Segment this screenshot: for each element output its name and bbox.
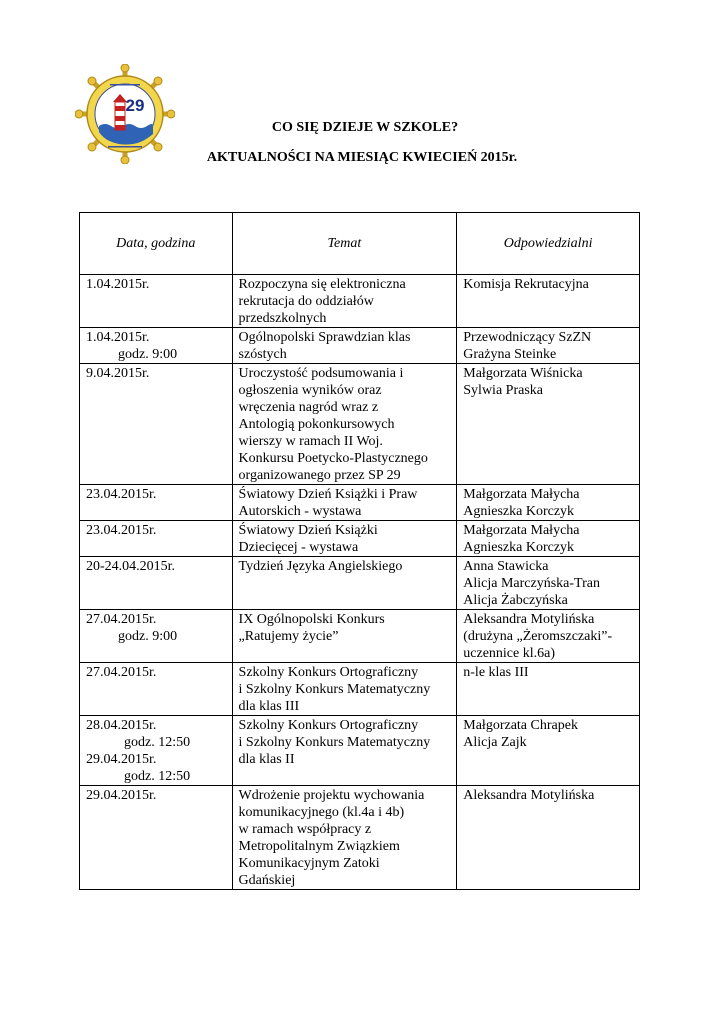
topic-cell-line: Tydzień Języka Angielskiego — [238, 559, 403, 574]
topic-cell-line: szóstych — [238, 347, 287, 362]
date-cell-line: godz. 12:50 — [124, 769, 191, 784]
topic-cell — [232, 275, 457, 328]
responsible-cell — [457, 610, 640, 663]
responsible-cell-line: Alicja Marczyńska-Tran — [463, 576, 600, 591]
topic-cell-line: i Szkolny Konkurs Matematyczny — [238, 682, 431, 697]
topic-cell-line: wręczenia nagród wraz z — [238, 400, 379, 415]
responsible-cell-line: Małgorzata Wiśnicka — [463, 366, 583, 381]
table-row — [80, 521, 640, 557]
responsible-cell — [457, 663, 640, 716]
topic-cell-line: Rozpoczyna się elektroniczna — [238, 277, 406, 292]
responsible-cell — [457, 521, 640, 557]
responsible-cell — [457, 275, 640, 328]
responsible-cell-line: Małgorzata Małycha — [463, 523, 580, 538]
responsible-cell — [457, 786, 640, 890]
date-cell-line: 1.04.2015r. — [86, 277, 150, 292]
topic-cell-line: i Szkolny Konkurs Matematyczny — [238, 735, 431, 750]
topic-cell — [232, 557, 457, 610]
date-cell-line: godz. 12:50 — [124, 735, 191, 750]
responsible-cell-line: Aleksandra Motylińska — [463, 612, 595, 627]
topic-cell — [232, 485, 457, 521]
topic-cell-line: Komunikacyjnym Zatoki — [238, 856, 380, 871]
responsible-cell — [457, 328, 640, 364]
date-cell-line: 1.04.2015r. — [86, 330, 150, 345]
date-cell-line: 27.04.2015r. — [86, 665, 157, 680]
date-cell — [80, 786, 233, 890]
date-cell — [80, 328, 233, 364]
responsible-cell-line: Grażyna Steinke — [463, 347, 557, 362]
date-cell — [80, 610, 233, 663]
topic-cell — [232, 663, 457, 716]
topic-cell-line: komunikacyjnego (kl.4a i 4b) — [238, 805, 405, 820]
topic-cell-line: Wdrożenie projektu wychowania — [238, 788, 425, 803]
topic-cell-line: Światowy Dzień Książki — [238, 523, 378, 538]
responsible-cell-line: Alicja Żabczyńska — [463, 593, 568, 608]
responsible-cell — [457, 364, 640, 485]
date-cell-line: 20-24.04.2015r. — [86, 559, 176, 574]
topic-cell-line: Dziecięcej - wystawa — [238, 540, 359, 555]
responsible-cell — [457, 557, 640, 610]
topic-cell-line: Uroczystość podsumowania i — [238, 366, 404, 381]
topic-cell-line: Konkursu Poetycko-Plastycznego — [238, 451, 428, 466]
topic-cell-line: dla klas III — [238, 699, 300, 714]
responsible-cell-line: Aleksandra Motylińska — [463, 788, 595, 803]
date-cell — [80, 521, 233, 557]
date-cell — [80, 716, 233, 786]
topic-cell-line: Gdańskiej — [238, 873, 296, 888]
topic-cell-line: Ogólnopolski Sprawdzian klas — [238, 330, 411, 345]
topic-cell — [232, 521, 457, 557]
date-cell — [80, 663, 233, 716]
topic-cell-line: IX Ogólnopolski Konkurs — [238, 612, 385, 627]
responsible-cell-line: uczennice kl.6a) — [463, 646, 555, 661]
topic-cell-line: Antologią pokonkursowych — [238, 417, 395, 432]
table-header-row — [80, 213, 640, 275]
topic-cell-line: Autorskich - wystawa — [238, 504, 362, 519]
column-header-date: Data, godzina — [80, 213, 233, 275]
responsible-cell-line: Agnieszka Korczyk — [463, 504, 575, 519]
date-cell-line: 28.04.2015r. — [86, 718, 157, 733]
column-header-responsible: Odpowiedzialni — [457, 213, 640, 275]
date-cell — [80, 275, 233, 328]
date-cell-line: 9.04.2015r. — [86, 366, 150, 381]
topic-cell-line: przedszkolnych — [238, 311, 327, 326]
responsible-cell-line: n-le klas III — [463, 665, 529, 680]
table-row — [80, 275, 640, 328]
topic-cell-line: Światowy Dzień Książki i Praw — [238, 487, 418, 502]
date-cell — [80, 557, 233, 610]
topic-cell-line: „Ratujemy życie” — [238, 629, 339, 644]
table-row — [80, 364, 640, 485]
topic-cell — [232, 610, 457, 663]
date-cell-line: 23.04.2015r. — [86, 487, 157, 502]
responsible-cell-line: Małgorzata Chrapek — [463, 718, 578, 733]
date-cell-line: godz. 9:00 — [118, 347, 178, 362]
table-row — [80, 663, 640, 716]
logo-number: 29 — [125, 96, 145, 115]
topic-cell-line: wierszy w ramach II Woj. — [238, 434, 383, 449]
table-row — [80, 610, 640, 663]
responsible-cell-line: (drużyna „Żeromszczaki”- — [463, 629, 613, 644]
topic-cell-line: Szkolny Konkurs Ortograficzny — [238, 718, 419, 733]
topic-cell-line: Metropolitalnym Związkiem — [238, 839, 400, 854]
table-row — [80, 716, 640, 786]
school-logo — [75, 64, 175, 164]
responsible-cell — [457, 485, 640, 521]
responsible-cell-line: Małgorzata Małycha — [463, 487, 580, 502]
topic-cell — [232, 786, 457, 890]
topic-cell-line: organizowanego przez SP 29 — [238, 468, 401, 483]
date-cell-line: godz. 9:00 — [118, 629, 178, 644]
topic-cell-line: w ramach współpracy z — [238, 822, 372, 837]
date-cell-line: 27.04.2015r. — [86, 612, 157, 627]
date-cell-line: 23.04.2015r. — [86, 523, 157, 538]
responsible-cell-line: Komisja Rekrutacyjna — [463, 277, 589, 292]
responsible-cell-line: Anna Stawicka — [463, 559, 549, 574]
topic-cell — [232, 364, 457, 485]
topic-cell — [232, 716, 457, 786]
date-cell-line: 29.04.2015r. — [86, 788, 157, 803]
page-subtitle: AKTUALNOŚCI NA MIESIĄC KWIECIEŃ 2015r. — [206, 150, 518, 165]
responsible-cell-line: Przewodniczący SzZN — [463, 330, 592, 345]
column-header-topic: Temat — [232, 213, 457, 275]
table-row — [80, 557, 640, 610]
topic-cell-line: ogłoszenia wyników oraz — [238, 383, 382, 398]
schedule-table — [79, 212, 640, 890]
topic-cell-line: rekrutacja do oddziałów — [238, 294, 374, 309]
topic-cell-line: dla klas II — [238, 752, 295, 767]
topic-cell-line: Szkolny Konkurs Ortograficzny — [238, 665, 419, 680]
responsible-cell — [457, 716, 640, 786]
date-cell — [80, 364, 233, 485]
responsible-cell-line: Alicja Zajk — [463, 735, 527, 750]
table-row — [80, 786, 640, 890]
date-cell — [80, 485, 233, 521]
responsible-cell-line: Sylwia Praska — [463, 383, 543, 398]
table-row — [80, 485, 640, 521]
topic-cell — [232, 328, 457, 364]
responsible-cell-line: Agnieszka Korczyk — [463, 540, 575, 555]
page-title: CO SIĘ DZIEJE W SZKOLE? — [271, 120, 459, 135]
date-cell-line: 29.04.2015r. — [86, 752, 157, 767]
table-row — [80, 328, 640, 364]
